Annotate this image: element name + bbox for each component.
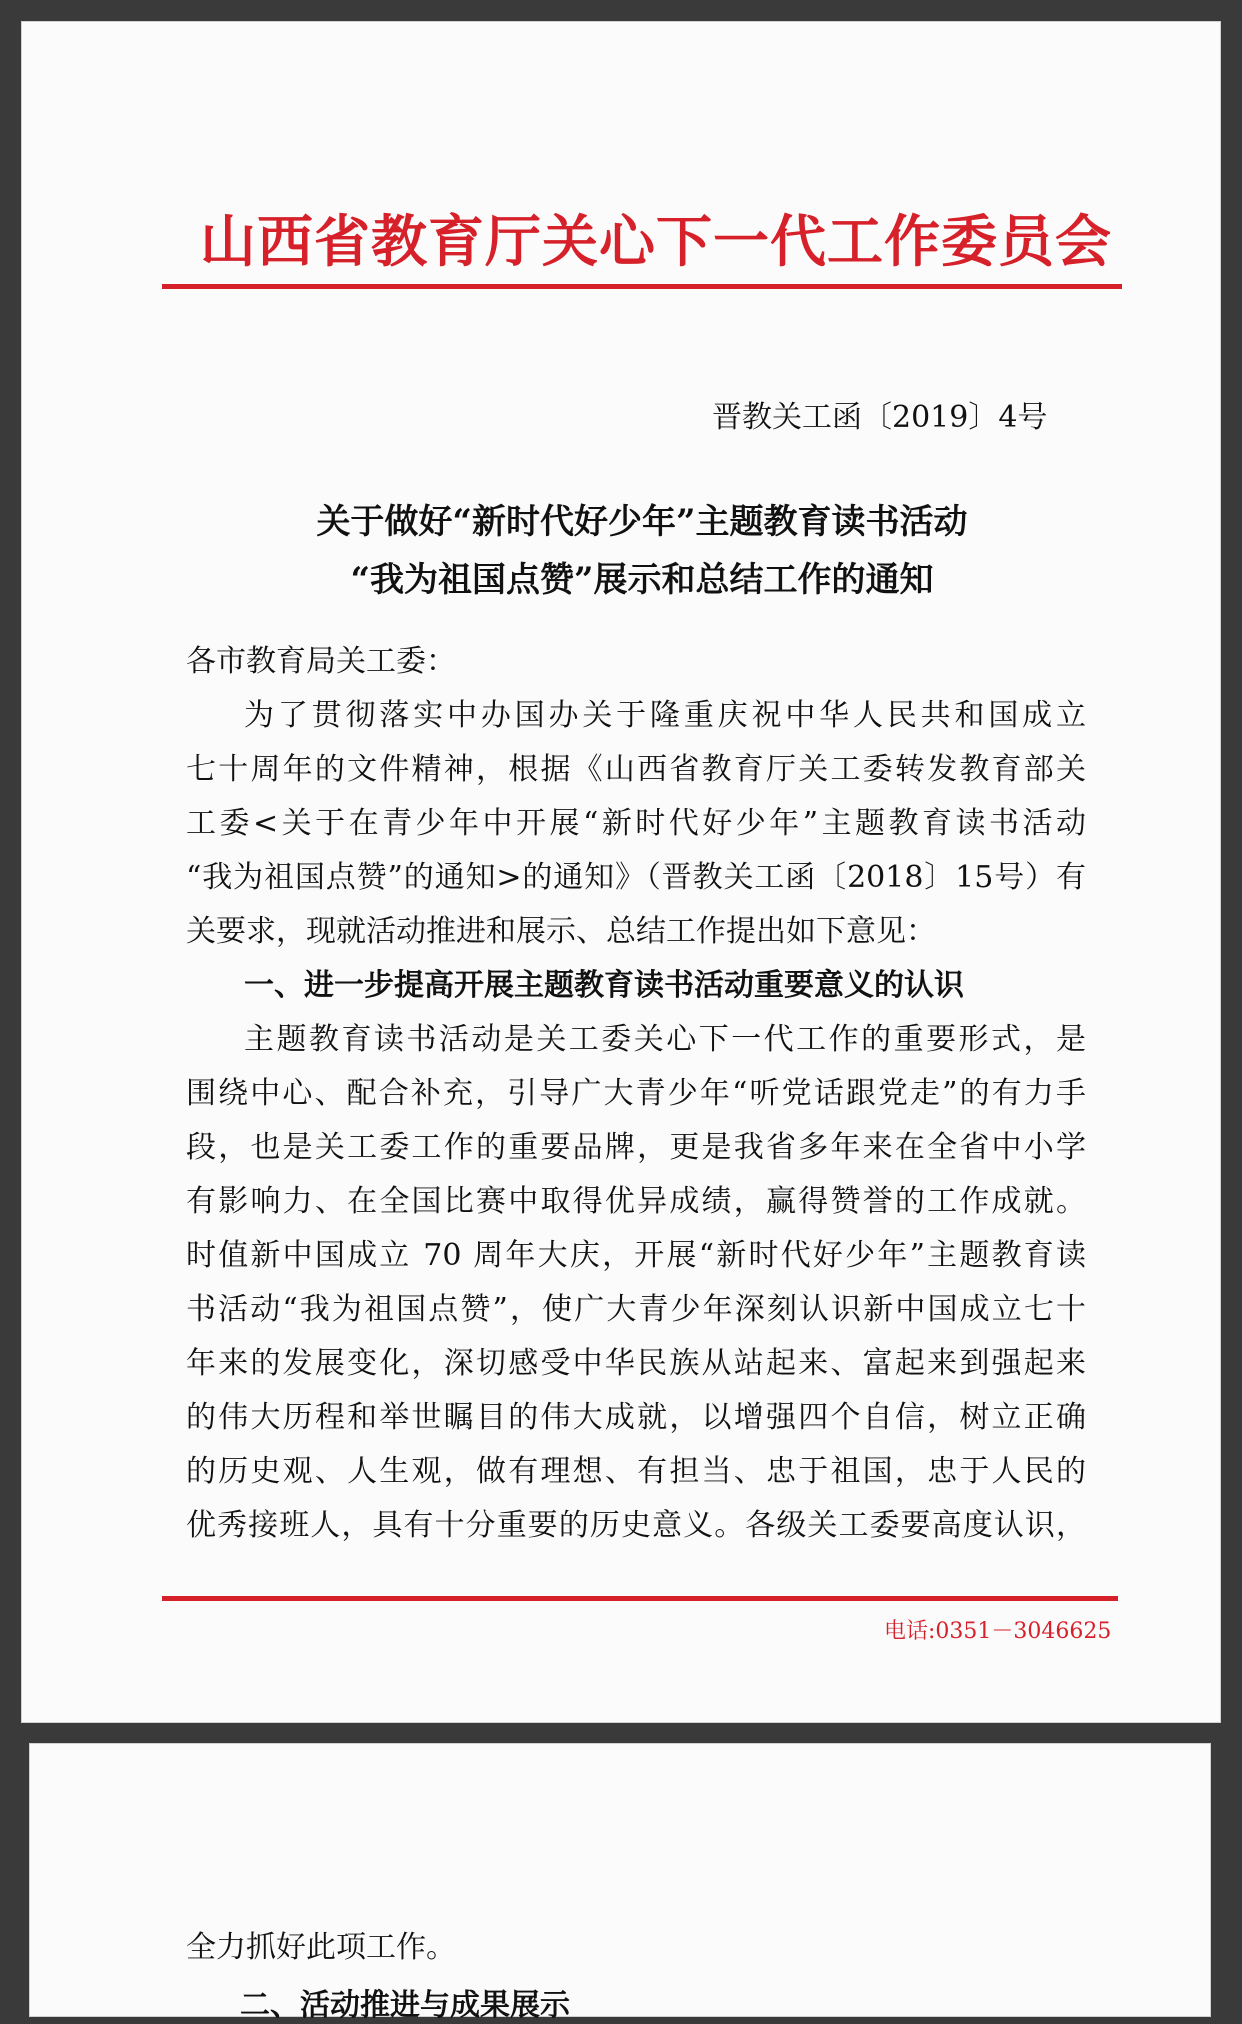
notice-title-line-1: 关于做好“新时代好少年”主题教育读书活动 — [316, 502, 968, 542]
body-line: 主题教育读书活动是关工委关心下一代工作的重要形式，是 — [244, 1022, 1086, 1057]
letterhead-red-rule — [162, 284, 1122, 289]
document-number: 晋教关工函〔2019〕4号 — [712, 400, 1048, 435]
body-line: 的伟大历程和举世瞩目的伟大成就，以增强四个自信，树立正确 — [186, 1400, 1086, 1435]
body-line: “我为祖国点赞”的通知>的通知》（晋教关工函〔2018〕15号）有 — [186, 860, 1086, 895]
body-line: 有影响力、在全国比赛中取得优异成绩，赢得赞誉的工作成就。 — [186, 1184, 1086, 1219]
notice-title-line-2: “我为祖国点赞”展示和总结工作的通知 — [350, 560, 934, 600]
footer-phone: 电话:0351－3046625 — [884, 1619, 1112, 1644]
body-line: 书活动“我为祖国点赞”，使广大青少年深刻认识新中国成立七十 — [186, 1292, 1086, 1327]
footer-red-rule — [162, 1596, 1118, 1601]
body-line: 为了贯彻落实中办国办关于隆重庆祝中华人民共和国成立 — [244, 698, 1086, 733]
section-heading-2: 二、活动推进与成果展示 — [240, 1988, 570, 2023]
document-page-1 — [22, 22, 1220, 1722]
letterhead-title: 山西省教育厅关心下一代工作委员会 — [200, 209, 1112, 275]
body-line: 年来的发展变化，深切感受中华民族从站起来、富起来到强起来 — [186, 1346, 1086, 1381]
body-line: 工委<关于在青少年中开展“新时代好少年”主题教育读书活动 — [186, 806, 1086, 841]
section-heading-1: 一、进一步提高开展主题教育读书活动重要意义的认识 — [244, 968, 964, 1003]
body-line: 段，也是关工委工作的重要品牌，更是我省多年来在全省中小学 — [186, 1130, 1086, 1165]
body-line: 关要求，现就活动推进和展示、总结工作提出如下意见： — [186, 914, 936, 949]
body-line: 七十周年的文件精神，根据《山西省教育厅关工委转发教育部关 — [186, 752, 1086, 787]
body-line: 优秀接班人，具有十分重要的历史意义。各级关工委要高度认识， — [186, 1508, 1086, 1543]
body-line: 时值新中国成立 70 周年大庆，开展“新时代好少年”主题教育读 — [186, 1238, 1086, 1273]
body-line: 全力抓好此项工作。 — [186, 1930, 456, 1965]
salutation: 各市教育局关工委： — [186, 644, 456, 679]
document-page-2 — [30, 1744, 1210, 2023]
body-line: 的历史观、人生观，做有理想、有担当、忠于祖国，忠于人民的 — [186, 1454, 1086, 1489]
body-line: 围绕中心、配合补充，引导广大青少年“听党话跟党走”的有力手 — [186, 1076, 1086, 1111]
